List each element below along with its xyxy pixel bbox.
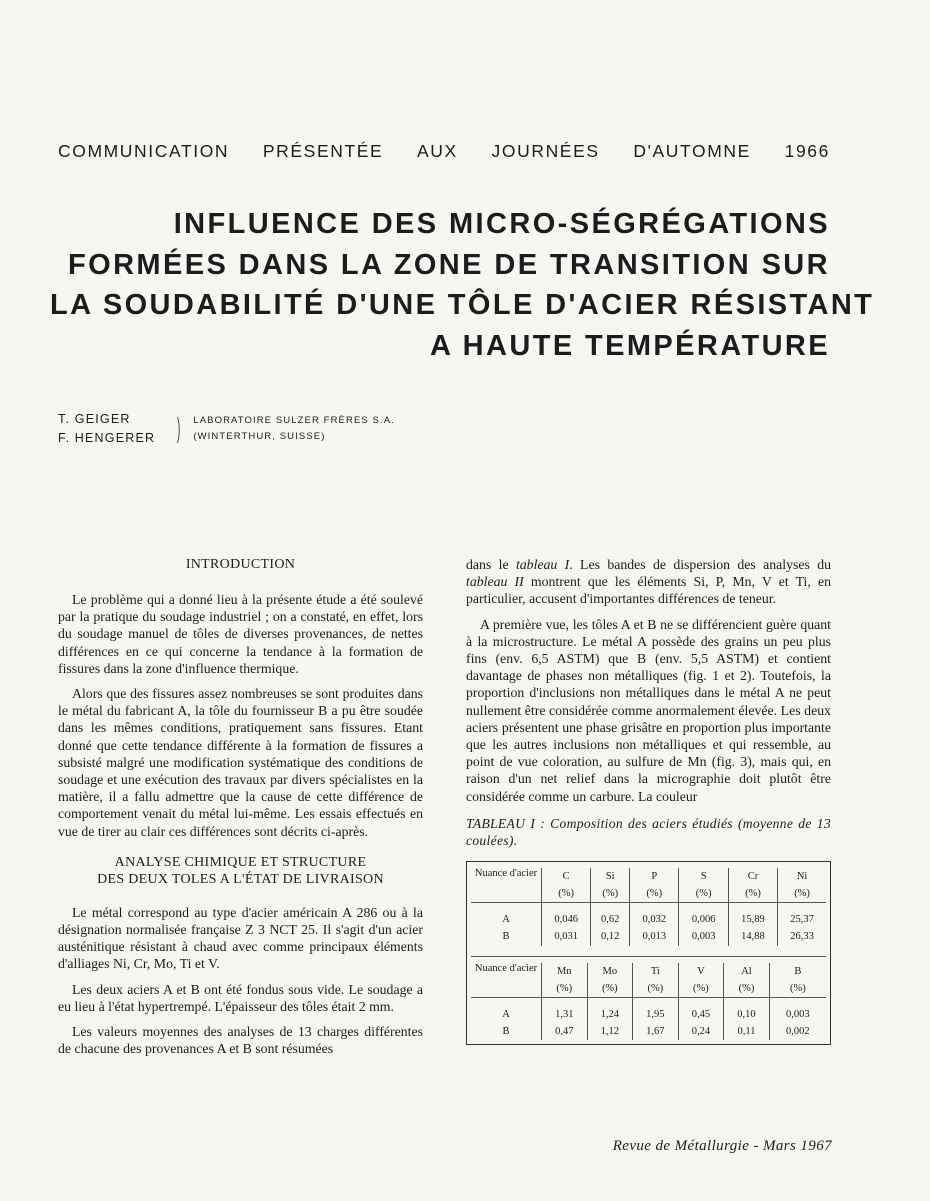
left-column: [58, 556, 423, 1065]
nuance-header: Nuance d'acier: [471, 868, 542, 903]
table-cell: 1,67: [633, 1023, 679, 1040]
steel-label: A: [471, 911, 542, 928]
element-header: Ni: [796, 870, 808, 882]
unit-cell: (%): [591, 885, 630, 903]
unit-cell: (%): [778, 885, 826, 903]
table-cell: 14,88: [728, 928, 777, 945]
title-line: FORMÉES DANS LA ZONE DE TRANSITION SUR: [68, 248, 830, 281]
text-run: montrent que les éléments Si, P, Mn, V et Ti, en particulier, accusent d'importantes différences de teneur.: [466, 574, 831, 607]
unit-cell: (%): [630, 885, 679, 903]
nuance-header: Nuance d'acier: [471, 963, 542, 998]
table-cell: 0,12: [591, 928, 630, 945]
analysis-paragraph: Le métal correspond au type d'acier américain A 286 ou à la désignation normalisée française Z 3 NCT 25. Il s'agit d'un acier austénitique résistant à chaud avec comme principaux éléments d'alliages Ni, Cr, Mo, Ti et V.: [58, 904, 423, 972]
header-word: D'AUTOMNE: [633, 141, 751, 161]
unit-cell: (%): [542, 980, 588, 998]
unit-cell: (%): [678, 980, 724, 998]
heading-line: ANALYSE CHIMIQUE ET STRUCTURE: [114, 854, 367, 870]
author-names: [58, 410, 170, 448]
title-line: INFLUENCE DES MICRO-SÉGRÉGATIONS: [173, 208, 830, 240]
heading-line: DES DEUX TOLES A L'ÉTAT DE LIVRAISON: [97, 871, 384, 887]
unit-cell: (%): [542, 885, 591, 903]
unit-cell: (%): [587, 980, 633, 998]
table-cell: 1,12: [587, 1023, 633, 1040]
table-cell: 26,33: [790, 931, 814, 943]
right-column: [466, 556, 831, 1045]
table-cell: 0,046: [542, 911, 591, 928]
composition-table: [466, 861, 831, 1046]
body-paragraph: [466, 556, 831, 608]
text-run: . Les bandes de dispersion des analyses du: [569, 557, 831, 572]
section-heading-analysis: [58, 854, 423, 888]
table-reference: tableau I: [515, 557, 570, 572]
element-header: C: [542, 868, 591, 885]
unit-cell: (%): [724, 980, 770, 998]
title-line: LA SOUDABILITÉ D'UNE TÔLE D'ACIER RÉSISTANT: [50, 289, 875, 321]
table-row: [471, 911, 826, 928]
table-cell: 0,10: [724, 1006, 770, 1023]
table-part-2: [471, 963, 826, 1041]
author-name: T. GEIGER: [58, 412, 131, 426]
conference-header: [58, 141, 830, 162]
table-cell: 0,002: [786, 1026, 810, 1038]
body-paragraph: A première vue, les tôles A et B ne se différencient guère quant à la microstructure. Le métal A possède des grains un peu plus fins (env. 6,5 ASTM) que B (env. 5,5 ASTM) et contient davantage de phases non métalliques (fig. 1 et 2). Toutefois, la proportion d'inclusions non métalliques dans le métal A ne peut nullement être considérée comme anormalement élevée. Les deux aciers présentent une phase grisâtre en proportion plus importante que les autres inclusions non métalliques et qui ressemble, au point de vue coloration, au sulfure de Mn (fig. 3), mais qui, en raison d'un net relief dans la micrographie doit plutôt être considérée comme un carbure. La couleur: [466, 616, 831, 804]
author-name: F. HENGERER: [58, 431, 156, 445]
steel-label: B: [471, 1023, 542, 1040]
steel-label: B: [471, 928, 542, 945]
affiliation-line: (WINTERTHUR, SUISSE): [193, 431, 326, 442]
table-cell: 0,003: [786, 1009, 810, 1021]
paper-title: [50, 204, 875, 366]
table-cell: 0,11: [724, 1023, 770, 1040]
header-word: 1966: [784, 141, 830, 161]
journal-footer: Revue de Métallurgie - Mars 1967: [612, 1138, 832, 1154]
table-cell: 25,37: [790, 914, 814, 926]
unit-cell: (%): [728, 885, 777, 903]
unit-cell: (%): [679, 885, 728, 903]
element-header: Mo: [587, 963, 633, 980]
table-cell: 0,003: [679, 928, 728, 945]
analysis-paragraph: Les deux aciers A et B ont été fondus sous vide. Le soudage a eu lieu à l'état hypertrempé. L'épaisseur des tôles était 2 mm.: [58, 981, 423, 1014]
intro-paragraph: Alors que des fissures assez nombreuses se sont produites dans le métal du fabricant A, la tôle du fournisseur B a pu être soudée dans les mêmes conditions, pratiquement sans fissures. Etant donné que cette tendance différente à la formation de fissures a subsisté malgré une modification systématique des conditions de soudage et une exécution des travaux par divers spécialistes en la matière, il a fallu admettre que la cause de cette différence de comportement venait du métal lui-même. Les essais effectués en vue de tirer au clair ces différences sont décrits ci-après.: [58, 686, 423, 839]
title-line: A HAUTE TEMPÉRATURE: [429, 329, 830, 362]
unit-cell: (%): [633, 980, 679, 998]
table-caption: TABLEAU I : Composition des aciers étudiés (moyenne de 13 coulées).: [466, 815, 831, 848]
table-row: [471, 1006, 826, 1023]
table-cell: 0,006: [679, 911, 728, 928]
table-cell: 0,013: [630, 928, 679, 945]
element-header: Mn: [542, 963, 588, 980]
table-cell: 15,89: [728, 911, 777, 928]
table-cell: 0,032: [630, 911, 679, 928]
authors-block: [58, 410, 395, 448]
intro-paragraph: Le problème qui a donné lieu à la présente étude a été soulevé par la pratique du soudage industriel ; on a constaté, en effet, lors du soudage manuel de tôles de diverses provenances, de nettes différences en ce qui concerne la tendance à la formation de fissures dans la zone d'influence thermique.: [58, 592, 423, 676]
table-cell: 0,47: [542, 1023, 588, 1040]
header-word: PRÉSENTÉE: [262, 141, 384, 161]
element-header: S: [679, 868, 728, 885]
analysis-paragraph: Les valeurs moyennes des analyses de 13 charges différentes de chacune des provenances A et B sont résumées: [58, 1024, 423, 1057]
brace-icon: ): [177, 412, 181, 443]
table-row: [471, 928, 826, 945]
element-header: B: [794, 965, 802, 977]
text-run: dans le: [466, 557, 516, 572]
table-reference: tableau II: [466, 574, 524, 590]
element-header: Si: [591, 868, 630, 885]
table-cell: 1,95: [633, 1006, 679, 1023]
table-cell: 0,031: [542, 928, 591, 945]
table-cell: 0,45: [678, 1006, 724, 1023]
table-row: [471, 1023, 826, 1040]
steel-label: A: [471, 1006, 542, 1023]
table-divider: [471, 956, 826, 957]
affiliation-line: LABORATOIRE SULZER FRÈRES S.A.: [193, 415, 395, 426]
header-word: COMMUNICATION: [58, 141, 230, 161]
table-cell: 0,24: [678, 1023, 724, 1040]
table-cell: 1,31: [542, 1006, 588, 1023]
table-part-1: [471, 868, 826, 946]
unit-cell: (%): [769, 980, 826, 998]
table-cell: 0,62: [591, 911, 630, 928]
affiliation: [193, 410, 395, 445]
header-word: JOURNÉES: [491, 141, 600, 161]
element-header: Cr: [728, 868, 777, 885]
element-header: Ti: [633, 963, 679, 980]
header-word: AUX: [417, 141, 458, 161]
element-header: P: [630, 868, 679, 885]
element-header: V: [678, 963, 724, 980]
section-heading-introduction: INTRODUCTION: [185, 557, 296, 572]
element-header: Al: [724, 963, 770, 980]
table-cell: 1,24: [587, 1006, 633, 1023]
